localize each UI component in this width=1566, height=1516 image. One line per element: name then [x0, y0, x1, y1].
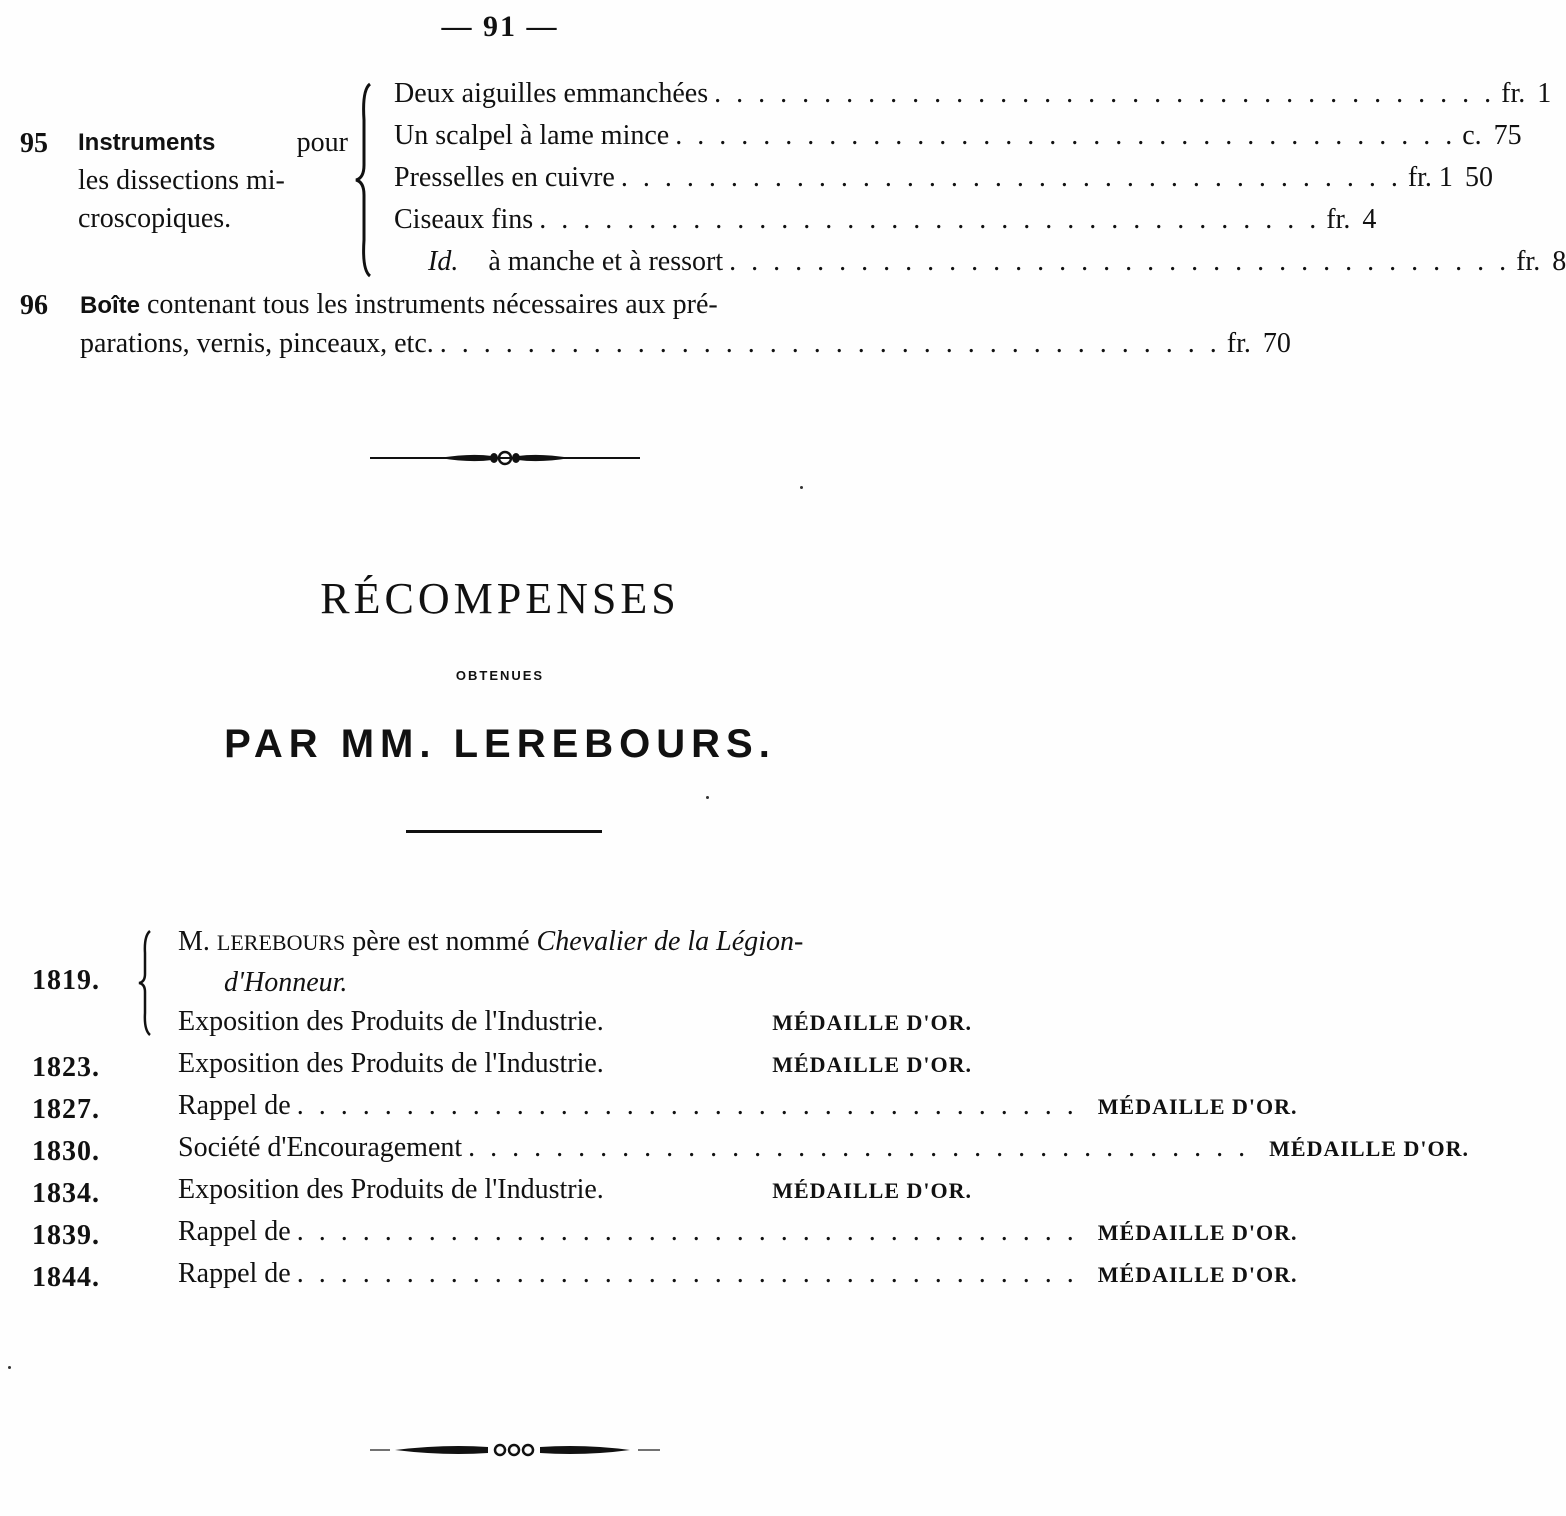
- item-price: 50: [1464, 162, 1493, 193]
- entry-96-number: 96: [20, 290, 48, 321]
- item-name: Deux aiguilles emmanchées: [394, 78, 709, 109]
- list-item: [394, 204, 1377, 244]
- entry-95-desc-line-1: pour: [296, 127, 348, 158]
- leader-dots: . . . . . . . . . . . . . . . . . . . . . . . . . . . . . . . . . . . .: [296, 1216, 1078, 1247]
- item-name: Ciseaux fins: [394, 204, 534, 235]
- item-price: 1: [1537, 78, 1552, 109]
- item-unit: c.: [1462, 120, 1482, 151]
- award-row: [178, 1174, 972, 1216]
- item-unit: fr.: [1516, 246, 1541, 277]
- medal-label: MÉDAILLE D'OR.: [1269, 1136, 1469, 1161]
- award-year: 1844.: [32, 1262, 100, 1293]
- brace-icon: [134, 928, 156, 1038]
- page-subtitle: OBTENUES: [455, 668, 545, 683]
- award-description: Rappel de: [178, 1258, 291, 1289]
- leader-dots: . . . . . . . . . . . . . . . . . . . . . . . . . . . . . . . . . . . .: [714, 78, 1496, 109]
- leader-dots: . . . . . . . . . . . . . . . . . . . . . . . . . . . . . . . . . . . .: [439, 328, 1221, 359]
- award-line-italic: Chevalier de la Légion-: [536, 926, 804, 957]
- entry-95-number: 95: [20, 128, 48, 159]
- page-number: — 91 —: [441, 10, 559, 43]
- award-description: Exposition des Produits de l'Industrie.: [178, 1006, 604, 1037]
- item-unit: fr. 1: [1407, 162, 1453, 193]
- entry-96-unit: fr.: [1226, 328, 1251, 359]
- scan-speck: [706, 796, 709, 799]
- ornament-divider-icon: [370, 446, 640, 470]
- award-row: [178, 1048, 972, 1090]
- award-row: [178, 1006, 972, 1048]
- leader-dots: . . . . . . . . . . . . . . . . . . . . . . . . . . . . . . . . . . . .: [620, 162, 1402, 193]
- entry-96-desc-line-2: parations, vernis, pinceaux, etc.: [80, 328, 434, 359]
- item-name: [428, 246, 723, 278]
- medal-label: MÉDAILLE D'OR.: [772, 1010, 972, 1035]
- item-name-text: à manche et à ressort: [488, 246, 724, 277]
- leader-dots: . . . . . . . . . . . . . . . . . . . . . . . . . . . . . . . . . . . .: [729, 246, 1511, 277]
- award-year: 1819.: [32, 965, 100, 996]
- award-1819-text: [178, 922, 972, 1003]
- award-description: Rappel de: [178, 1090, 291, 1121]
- entry-96-price: 70: [1262, 328, 1291, 359]
- medal-label: MÉDAILLE D'OR.: [1097, 1262, 1298, 1287]
- award-line-2-italic: d'Honneur.: [224, 967, 348, 998]
- entry-95-description: [78, 124, 348, 238]
- award-year: 1834.: [32, 1178, 100, 1209]
- item-price: 8: [1552, 246, 1566, 277]
- item-price: 75: [1493, 120, 1522, 151]
- leader-dots: . . . . . . . . . . . . . . . . . . . . . . . . . . . . . . . . . . . .: [296, 1258, 1078, 1289]
- award-description: Exposition des Produits de l'Industrie.: [178, 1048, 604, 1079]
- item-unit: fr.: [1326, 204, 1351, 235]
- scan-speck: [8, 1366, 11, 1369]
- award-line-middle: père est nommé: [345, 926, 537, 957]
- award-description: Société d'Encouragement: [178, 1132, 463, 1163]
- list-item: [428, 246, 1566, 286]
- award-row: [178, 1132, 1469, 1174]
- leader-dots: . . . . . . . . . . . . . . . . . . . . . . . . . . . . . . . . . . . .: [468, 1132, 1250, 1163]
- leader-dots: . . . . . . . . . . . . . . . . . . . . . . . . . . . . . . . . . . . .: [539, 204, 1321, 235]
- award-year: 1823.: [32, 1052, 100, 1083]
- entry-96-description: [80, 286, 1291, 363]
- award-row: [178, 1258, 1298, 1300]
- list-item: [394, 120, 1522, 160]
- medal-label: MÉDAILLE D'OR.: [1097, 1094, 1298, 1119]
- entry-96-desc-line-1: contenant tous les instruments nécessaires aux pré-: [147, 289, 718, 320]
- divider-rule: [406, 830, 602, 833]
- medal-label: MÉDAILLE D'OR.: [772, 1178, 972, 1203]
- award-year: 1839.: [32, 1220, 100, 1251]
- section-heading: PAR MM. LEREBOURS.: [224, 722, 776, 766]
- leader-dots: . . . . . . . . . . . . . . . . . . . . . . . . . . . . . . . . . . . .: [675, 120, 1457, 151]
- scan-speck: [800, 486, 803, 489]
- award-name-smallcaps: LEREBOURS: [216, 930, 346, 955]
- entry-95-desc-line-3: croscopiques.: [78, 203, 232, 234]
- award-row: [178, 1216, 1298, 1258]
- list-item: [394, 162, 1493, 202]
- award-description: Rappel de: [178, 1216, 291, 1247]
- ornament-divider-icon: [360, 1438, 670, 1462]
- award-year: 1830.: [32, 1136, 100, 1167]
- item-unit: fr.: [1501, 78, 1526, 109]
- list-item: [394, 78, 1552, 118]
- entry-96-title: Boîte: [80, 292, 140, 319]
- award-description: Exposition des Produits de l'Industrie.: [178, 1174, 604, 1205]
- brace-icon: [352, 80, 382, 280]
- entry-95-desc-line-2: les dissections mi-: [78, 165, 285, 196]
- medal-label: MÉDAILLE D'OR.: [772, 1052, 972, 1077]
- award-line-prefix: M.: [178, 926, 217, 957]
- item-name: Presselles en cuivre: [394, 162, 615, 193]
- entry-95-title: Instruments: [78, 129, 216, 156]
- item-name: Un scalpel à lame mince: [394, 120, 670, 151]
- leader-dots: . . . . . . . . . . . . . . . . . . . . . . . . . . . . . . . . . . . .: [296, 1090, 1078, 1121]
- item-price: 4: [1362, 204, 1377, 235]
- page-title: RÉCOMPENSES: [320, 574, 680, 623]
- award-year: 1827.: [32, 1094, 100, 1125]
- medal-label: MÉDAILLE D'OR.: [1097, 1220, 1298, 1245]
- item-prefix: Id.: [428, 246, 459, 277]
- award-row: [178, 1090, 1298, 1132]
